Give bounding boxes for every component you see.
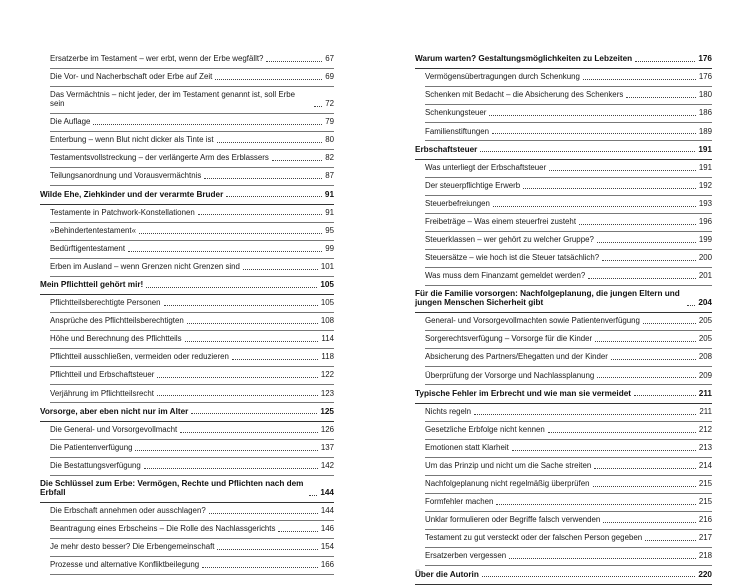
- toc-chapter-heading: [415, 566, 712, 584]
- toc-entry-title: Ersatzerben vergessen: [425, 551, 507, 561]
- dot-leader: [583, 79, 696, 80]
- toc-subentry: [50, 69, 334, 87]
- toc-page-number: 209: [698, 370, 712, 380]
- dot-leader: [493, 206, 696, 207]
- toc-entry-row[interactable]: [425, 109, 712, 118]
- toc-subentry: [50, 205, 334, 223]
- toc-page-number: 126: [320, 424, 334, 434]
- toc-page-number: 125: [320, 406, 334, 416]
- dot-leader: [217, 142, 323, 143]
- toc-subentry: [50, 521, 334, 539]
- toc-page-number: 146: [320, 524, 334, 534]
- toc-section: [415, 385, 712, 566]
- dot-leader: [509, 558, 696, 559]
- toc-entry-row[interactable]: [50, 335, 334, 344]
- toc-entry-row[interactable]: [425, 73, 712, 82]
- toc-subentry: [50, 557, 334, 575]
- toc-subentry: [50, 241, 334, 259]
- toc-page-number: 79: [325, 117, 334, 127]
- toc-entry-row[interactable]: [425, 516, 712, 525]
- toc-subentry: [425, 422, 712, 440]
- toc-page-number: 91: [325, 207, 334, 217]
- toc-entry-title: Die Vor- und Nacherbschaft oder Erbe auf Zeit: [50, 72, 213, 82]
- toc-page-number: 212: [698, 424, 712, 434]
- toc-page-number: 176: [698, 54, 712, 64]
- toc-entry-title: Typische Fehler im Erbrecht und wie man sie vermeidet: [415, 388, 631, 398]
- toc-entry-title: Erben im Ausland – wenn Grenzen nicht Grenzen sind: [50, 261, 240, 271]
- toc-subentry: [425, 440, 712, 458]
- toc-subentry: [50, 168, 334, 186]
- toc-entry-title: Pflichtteilsberechtigte Personen: [50, 298, 161, 308]
- dot-leader: [482, 576, 695, 577]
- toc-entry-row[interactable]: [50, 462, 334, 471]
- dot-leader: [215, 79, 322, 80]
- dot-leader: [272, 160, 322, 161]
- dot-leader: [139, 233, 322, 234]
- toc-entry-title: Für die Familie vorsorgen: Nachfolgeplanung, die jungen Eltern und jungen Menschen Sicherheit gibt: [415, 289, 680, 308]
- dot-leader: [687, 305, 695, 306]
- toc-entry-row[interactable]: [50, 118, 334, 127]
- toc-subentry: [50, 223, 334, 241]
- toc-entry-row[interactable]: [50, 172, 334, 181]
- toc-entry-title: Nichts regeln: [425, 406, 472, 416]
- toc-entry-row[interactable]: [50, 154, 334, 163]
- toc-page-number: 214: [698, 461, 712, 471]
- toc-page-number: 72: [325, 99, 334, 109]
- toc-subentry: [425, 548, 712, 566]
- dot-leader: [128, 251, 322, 252]
- toc-page-number: 144: [320, 487, 334, 497]
- dot-leader: [492, 133, 696, 134]
- dot-leader: [209, 513, 318, 514]
- dot-leader: [180, 432, 318, 433]
- toc-page-number: 82: [325, 153, 334, 163]
- toc-entry-title: Das Vermächtnis – nicht jeder, der im Testament genannt ist, soll Erbe sein: [50, 90, 296, 109]
- toc-subentry: [50, 503, 334, 521]
- toc-section: [40, 403, 334, 475]
- toc-subentry: [50, 114, 334, 132]
- toc-entry-title: Vorsorge, aber eben nicht nur im Alter: [40, 406, 189, 416]
- toc-subentry: [50, 132, 334, 150]
- toc-subentry: [50, 313, 334, 331]
- toc-entry-row[interactable]: [425, 254, 712, 263]
- toc-entry-row[interactable]: [425, 182, 712, 191]
- toc-entry-title: Erbschaftsteuer: [415, 144, 478, 154]
- toc-subentry: [50, 259, 334, 277]
- toc-entry-row[interactable]: [50, 91, 334, 109]
- dot-leader: [634, 395, 696, 396]
- dot-leader: [474, 414, 696, 415]
- toc-entry-title: »Behindertentestament«: [50, 225, 136, 235]
- toc-entry-title: Gesetzliche Erbfolge nicht kennen: [425, 424, 545, 434]
- toc-entry-title: Teilungsanordnung und Vorausvermächtnis: [50, 171, 202, 181]
- toc-subentry: [425, 367, 712, 385]
- toc-subentry: [425, 87, 712, 105]
- toc-entry-row[interactable]: [425, 128, 712, 137]
- dot-leader: [579, 224, 696, 225]
- toc-entry-row[interactable]: [50, 426, 334, 435]
- toc-entry-title: Wilde Ehe, Ziehkinder und der verarmte Bruder: [40, 189, 224, 199]
- toc-page-number: 101: [320, 261, 334, 271]
- toc-entry-row[interactable]: [425, 408, 712, 417]
- toc-page-number: 211: [698, 388, 712, 398]
- toc-page-number: 180: [698, 90, 712, 100]
- toc-chapter-heading: [40, 476, 334, 503]
- toc-chapter-row[interactable]: [415, 290, 712, 308]
- toc-entry-title: Sorgerechtsverfügung – Vorsorge für die Kinder: [425, 334, 593, 344]
- toc-entry-title: Mein Pflichtteil gehört mir!: [40, 280, 144, 290]
- toc-chapter-heading: [415, 141, 712, 159]
- toc-entry-title: Emotionen statt Klarheit: [425, 442, 509, 452]
- toc-page-number: 200: [698, 253, 712, 263]
- toc-page-number: 67: [325, 54, 334, 64]
- toc-page-number: 123: [320, 388, 334, 398]
- toc-subentry: [425, 105, 712, 123]
- toc-page-number: 144: [320, 505, 334, 515]
- toc-page-number: 69: [325, 72, 334, 82]
- toc-page-number: 191: [698, 144, 712, 154]
- toc-page-right: [375, 0, 750, 579]
- toc-entry-row[interactable]: [425, 272, 712, 281]
- dot-leader: [512, 450, 696, 451]
- toc-entry-title: Ersatzerbe im Testament – wer erbt, wenn der Erbe wegfällt?: [50, 54, 264, 64]
- dot-leader: [191, 413, 317, 414]
- dot-leader: [611, 359, 696, 360]
- toc-section: [415, 51, 712, 141]
- toc-subentry: [425, 349, 712, 367]
- toc-entry-title: Höhe und Berechnung des Pflichtteils: [50, 334, 182, 344]
- toc-page-number: 218: [698, 551, 712, 561]
- toc-entry-row[interactable]: [50, 136, 334, 145]
- dot-leader: [645, 540, 696, 541]
- toc-column-left: [40, 51, 334, 575]
- toc-page-number: 166: [320, 560, 334, 570]
- dot-leader: [266, 61, 322, 62]
- toc-subentry: [50, 458, 334, 476]
- toc-page-number: 189: [698, 126, 712, 136]
- toc-entry-row[interactable]: [425, 444, 712, 453]
- toc-page-number: 105: [320, 280, 334, 290]
- toc-entry-row[interactable]: [425, 91, 712, 100]
- toc-entry-row[interactable]: [425, 480, 712, 489]
- toc-subentry: [425, 214, 712, 232]
- toc-subentry: [425, 196, 712, 214]
- toc-chapter-row[interactable]: [415, 55, 712, 64]
- dot-leader: [602, 260, 696, 261]
- toc-entry-title: Testamentsvollstreckung – der verlängerte Arm des Erblassers: [50, 153, 269, 163]
- dot-leader: [146, 287, 317, 288]
- dot-leader: [643, 323, 696, 324]
- dot-leader: [595, 341, 696, 342]
- toc-subentry: [425, 476, 712, 494]
- toc-section: [415, 566, 712, 584]
- toc-subentry: [50, 440, 334, 458]
- toc-entry-title: Pflichtteil und Erbschaftsteuer: [50, 370, 155, 380]
- toc-entry-row[interactable]: [50, 317, 334, 326]
- toc-subentry: [50, 539, 334, 557]
- toc-entry-row[interactable]: [425, 353, 712, 362]
- dot-leader: [243, 269, 318, 270]
- toc-entry-title: Formfehler machen: [425, 497, 494, 507]
- toc-page-number: 196: [698, 217, 712, 227]
- toc-page-number: 87: [325, 171, 334, 181]
- dot-leader: [135, 450, 317, 451]
- dot-leader: [635, 61, 695, 62]
- toc-entry-title: Vermögensübertragungen durch Schenkung: [425, 72, 580, 82]
- toc-page-number: 199: [698, 235, 712, 245]
- dot-leader: [593, 486, 696, 487]
- dot-leader: [549, 170, 696, 171]
- toc-entry-row[interactable]: [50, 390, 334, 399]
- toc-subentry: [425, 494, 712, 512]
- toc-entry-title: Der steuerpflichtige Erwerb: [425, 180, 521, 190]
- toc-chapter-heading: [40, 403, 334, 421]
- toc-entry-title: Familienstiftungen: [425, 126, 490, 136]
- toc-entry-row[interactable]: [50, 371, 334, 380]
- toc-page-number: 108: [320, 316, 334, 326]
- toc-entry-title: Was unterliegt der Erbschaftsteuer: [425, 162, 547, 172]
- toc-entry-title: Über die Autorin: [415, 569, 479, 579]
- dot-leader: [204, 178, 322, 179]
- toc-section: [40, 51, 334, 186]
- toc-subentry: [50, 385, 334, 403]
- toc-entry-row[interactable]: [50, 55, 334, 64]
- toc-entry-row[interactable]: [425, 236, 712, 245]
- toc-chapter-heading: [415, 51, 712, 69]
- toc-page-number: 176: [698, 72, 712, 82]
- toc-page-number: 186: [698, 108, 712, 118]
- toc-entry-title: Freibeträge – Was einem steuerfrei zusteht: [425, 217, 577, 227]
- toc-subentry: [425, 232, 712, 250]
- dot-leader: [198, 214, 322, 215]
- toc-entry-row[interactable]: [425, 498, 712, 507]
- toc-entry-row[interactable]: [50, 353, 334, 362]
- toc-page-number: 99: [325, 243, 334, 253]
- toc-entry-title: Ansprüche des Pflichtteilsberechtigten: [50, 316, 184, 326]
- toc-entry-title: Die General- und Vorsorgevollmacht: [50, 424, 178, 434]
- toc-chapter-heading: [415, 385, 712, 403]
- toc-subentry: [50, 331, 334, 349]
- toc-chapter-heading: [415, 286, 712, 313]
- toc-section: [40, 186, 334, 276]
- toc-entry-title: Schenken mit Bedacht – die Absicherung des Schenkers: [425, 90, 624, 100]
- toc-subentry: [425, 250, 712, 268]
- toc-entry-title: Die Schlüssel zum Erbe: Vermögen, Rechte und Pflichten nach dem Erbfall: [40, 479, 304, 497]
- toc-subentry: [50, 295, 334, 313]
- dot-leader: [164, 305, 318, 306]
- toc-entry-title: Bedürftigentestament: [50, 243, 126, 253]
- toc-entry-row[interactable]: [425, 164, 712, 173]
- toc-entry-title: Enterbung – wenn Blut nicht dicker als Tinte ist: [50, 135, 214, 145]
- toc-page-number: 154: [320, 542, 334, 552]
- toc-entry-title: Steuerklassen – wer gehört zu welcher Gruppe?: [425, 235, 594, 245]
- toc-page-number: 122: [320, 370, 334, 380]
- toc-subentry: [425, 69, 712, 87]
- toc-chapter-row[interactable]: [40, 480, 334, 498]
- toc-page-number: 208: [698, 352, 712, 362]
- toc-subentry: [425, 160, 712, 178]
- toc-page-number: 191: [698, 162, 712, 172]
- toc-entry-title: Beantragung eines Erbscheins – Die Rolle des Nachlassgerichts: [50, 524, 276, 534]
- toc-section: [40, 476, 334, 575]
- dot-leader: [309, 495, 317, 496]
- toc-subentry: [50, 349, 334, 367]
- toc-section: [415, 141, 712, 286]
- toc-page-number: 118: [321, 352, 334, 362]
- dot-leader: [202, 567, 318, 568]
- toc-subentry: [50, 150, 334, 168]
- toc-page-number: 213: [698, 442, 712, 452]
- toc-entry-title: Die Erbschaft annehmen oder ausschlagen?: [50, 505, 206, 515]
- toc-page-number: 205: [698, 334, 712, 344]
- toc-entry-row[interactable]: [50, 444, 334, 453]
- dot-leader: [187, 323, 318, 324]
- toc-page-number: 220: [698, 569, 712, 579]
- toc-page-number: 91: [324, 189, 334, 199]
- toc-chapter-heading: [40, 277, 334, 295]
- toc-subentry: [425, 530, 712, 548]
- toc-entry-title: Verjährung im Pflichtteilsrecht: [50, 388, 154, 398]
- toc-entry-title: Warum warten? Gestaltungsmöglichkeiten zu Lebzeiten: [415, 54, 633, 64]
- dot-leader: [157, 395, 318, 396]
- toc-subentry: [425, 404, 712, 422]
- toc-page-left: [0, 0, 375, 570]
- toc-entry-row[interactable]: [425, 534, 712, 543]
- dot-leader: [626, 97, 696, 98]
- toc-entry-title: Steuersätze – wie hoch ist die Steuer tatsächlich?: [425, 253, 600, 263]
- toc-entry-title: Testamente in Patchwork-Konstellationen: [50, 207, 195, 217]
- toc-page-number: 204: [698, 298, 712, 308]
- toc-entry-row[interactable]: [425, 462, 712, 471]
- toc-entry-title: Unklar formulieren oder Begriffe falsch verwenden: [425, 515, 601, 525]
- toc-entry-title: Absicherung des Partners/Ehegatten und der Kinder: [425, 352, 608, 362]
- toc-subentry: [50, 422, 334, 440]
- dot-leader: [217, 549, 317, 550]
- toc-page-number: 105: [320, 298, 334, 308]
- toc-column-right: [415, 51, 712, 585]
- toc-page-number: 216: [698, 515, 712, 525]
- toc-entry-title: Um das Prinzip und nicht um die Sache streiten: [425, 461, 592, 471]
- toc-page-number: 215: [698, 479, 712, 489]
- dot-leader: [496, 504, 695, 505]
- toc-chapter-row[interactable]: [415, 390, 712, 399]
- toc-chapter-heading: [40, 186, 334, 204]
- dot-leader: [314, 106, 322, 107]
- toc-entry-row[interactable]: [50, 543, 334, 552]
- dot-leader: [594, 468, 696, 469]
- toc-subentry: [425, 123, 712, 141]
- toc-entry-row[interactable]: [425, 552, 712, 561]
- toc-page-number: 205: [698, 316, 712, 326]
- toc-entry-row[interactable]: [425, 335, 712, 344]
- toc-entry-title: Die Bestattungsverfügung: [50, 460, 141, 470]
- toc-page-number: 215: [698, 497, 712, 507]
- toc-page-number: 193: [698, 198, 712, 208]
- dot-leader: [226, 196, 322, 197]
- toc-entry-row[interactable]: [425, 426, 712, 435]
- toc-chapter-row[interactable]: [415, 146, 712, 155]
- toc-entry-title: Testament zu gut versteckt oder der falschen Person gegeben: [425, 533, 643, 543]
- toc-entry-title: Pflichtteil ausschließen, vermeiden oder reduzieren: [50, 352, 229, 362]
- toc-entry-row[interactable]: [50, 561, 334, 570]
- toc-page-number: 137: [320, 442, 334, 452]
- toc-subentry: [425, 512, 712, 530]
- toc-entry-title: Was muss dem Finanzamt gemeldet werden?: [425, 271, 586, 281]
- toc-subentry: [425, 313, 712, 331]
- dot-leader: [603, 522, 696, 523]
- dot-leader: [144, 468, 318, 469]
- toc-entry-row[interactable]: [50, 209, 334, 218]
- toc-entry-title: Die Auflage: [50, 117, 91, 127]
- toc-page-number: 211: [699, 406, 712, 416]
- toc-subentry: [50, 367, 334, 385]
- toc-page-number: 217: [698, 533, 712, 543]
- toc-entry-title: Je mehr desto besser? Die Erbengemeinschaft: [50, 542, 215, 552]
- toc-page-number: 201: [698, 271, 712, 281]
- toc-entry-row[interactable]: [50, 299, 334, 308]
- toc-page-number: 192: [698, 180, 712, 190]
- toc-subentry: [425, 178, 712, 196]
- toc-page-number: 114: [321, 334, 334, 344]
- toc-entry-title: General- und Vorsorgevollmachten sowie Patientenverfügung: [425, 316, 640, 326]
- toc-entry-row[interactable]: [425, 218, 712, 227]
- toc-entry-title: Prozesse und alternative Konfliktbeilegung: [50, 560, 200, 570]
- toc-chapter-row[interactable]: [40, 408, 334, 417]
- toc-chapter-row[interactable]: [415, 571, 712, 580]
- toc-entry-row[interactable]: [50, 245, 334, 254]
- toc-entry-row[interactable]: [50, 525, 334, 534]
- toc-page-number: 95: [325, 225, 334, 235]
- toc-entry-row[interactable]: [425, 372, 712, 381]
- toc-page-number: 80: [325, 135, 334, 145]
- toc-section: [415, 286, 712, 385]
- toc-chapter-row[interactable]: [40, 191, 334, 200]
- toc-entry-title: Überprüfung der Vorsorge und Nachlassplanung: [425, 370, 595, 380]
- toc-entry-title: Die Patientenverfügung: [50, 442, 133, 452]
- toc-entry-row[interactable]: [50, 263, 334, 272]
- toc-entry-row[interactable]: [425, 317, 712, 326]
- dot-leader: [185, 341, 319, 342]
- toc-entry-row[interactable]: [50, 73, 334, 82]
- toc-entry-title: Nachfolgeplanung nicht regelmäßig überprüfen: [425, 479, 590, 489]
- toc-entry-row[interactable]: [425, 200, 712, 209]
- dot-leader: [588, 278, 696, 279]
- toc-page-number: 142: [320, 460, 334, 470]
- toc-entry-row[interactable]: [50, 507, 334, 516]
- dot-leader: [523, 188, 696, 189]
- toc-entry-row[interactable]: [50, 227, 334, 236]
- dot-leader: [232, 359, 318, 360]
- dot-leader: [548, 432, 696, 433]
- dot-leader: [93, 124, 322, 125]
- toc-subentry: [425, 331, 712, 349]
- dot-leader: [480, 151, 695, 152]
- toc-entry-title: Schenkungsteuer: [425, 108, 487, 118]
- toc-chapter-row[interactable]: [40, 281, 334, 290]
- dot-leader: [157, 377, 317, 378]
- toc-subentry: [425, 268, 712, 286]
- toc-entry-title: Steuerbefreiungen: [425, 198, 490, 208]
- toc-subentry: [425, 458, 712, 476]
- toc-section: [40, 277, 334, 404]
- dot-leader: [597, 377, 696, 378]
- toc-subentry: [50, 51, 334, 69]
- dot-leader: [489, 115, 695, 116]
- dot-leader: [597, 242, 696, 243]
- toc-subentry: [50, 87, 334, 114]
